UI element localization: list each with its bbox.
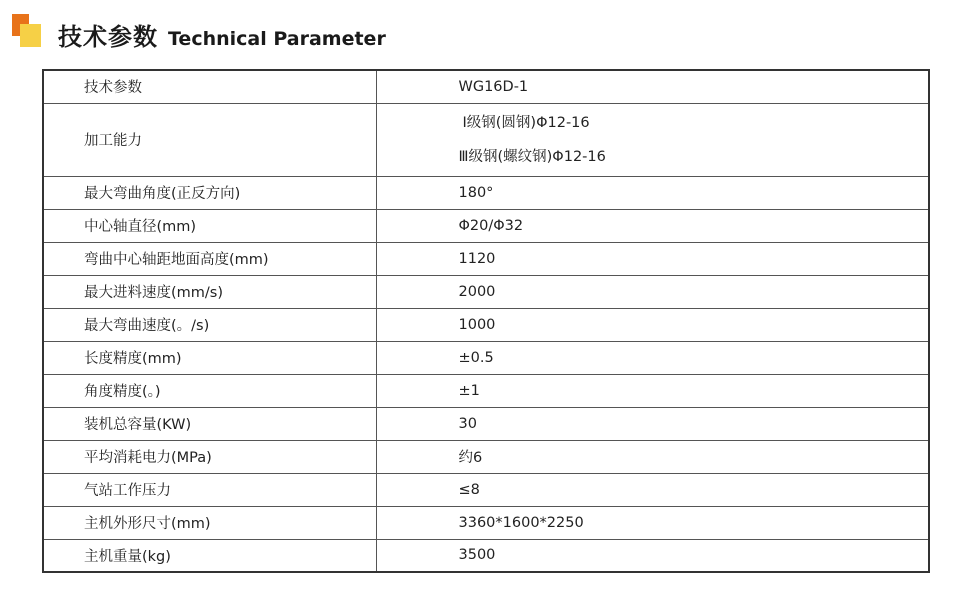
param-value-line: Ⅲ级钢(螺纹钢)Φ12-16 — [458, 148, 606, 165]
section-title-cn: 技术参数 — [58, 23, 158, 51]
param-value: 180° — [376, 176, 929, 209]
param-label: 平均消耗电力(MPa) — [43, 440, 376, 473]
param-value: 1120 — [376, 242, 929, 275]
param-label: 中心轴直径(mm) — [43, 209, 376, 242]
param-label: 加工能力 — [43, 103, 376, 176]
table-row — [43, 209, 929, 242]
section-title-en: Technical Parameter — [168, 28, 386, 50]
param-value: 30 — [376, 407, 929, 440]
table-row — [43, 103, 929, 176]
param-value: 3500 — [376, 539, 929, 572]
param-label: 最大弯曲速度(。/s) — [43, 308, 376, 341]
param-value: 3360*1600*2250 — [376, 506, 929, 539]
param-value-line: Ⅰ级钢(圆钢)Φ12-16 — [462, 114, 590, 131]
table-row — [43, 70, 929, 103]
param-label: 技术参数 — [43, 70, 376, 103]
param-label: 装机总容量(KW) — [43, 407, 376, 440]
param-value — [376, 103, 929, 176]
table-row — [43, 242, 929, 275]
param-value: ±1 — [376, 374, 929, 407]
param-value: 2000 — [376, 275, 929, 308]
param-label: 长度精度(mm) — [43, 341, 376, 374]
param-value: ±0.5 — [376, 341, 929, 374]
param-label: 最大弯曲角度(正反方向) — [43, 176, 376, 209]
table-row — [43, 374, 929, 407]
table-row — [43, 473, 929, 506]
table-row — [43, 539, 929, 572]
table-row — [43, 440, 929, 473]
param-label: 最大进料速度(mm/s) — [43, 275, 376, 308]
table-row — [43, 176, 929, 209]
param-label: 气站工作压力 — [43, 473, 376, 506]
section-title — [58, 17, 386, 49]
param-value: ≤8 — [376, 473, 929, 506]
table-row — [43, 275, 929, 308]
table-row — [43, 506, 929, 539]
param-label: 角度精度(。) — [43, 374, 376, 407]
param-label: 主机重量(kg) — [43, 539, 376, 572]
param-label: 弯曲中心轴距地面高度(mm) — [43, 242, 376, 275]
param-value: 1000 — [376, 308, 929, 341]
param-value: 约6 — [376, 440, 929, 473]
logo-yellow-square — [20, 24, 41, 47]
table-row — [43, 407, 929, 440]
table-row — [43, 341, 929, 374]
param-value: WG16D-1 — [376, 70, 929, 103]
param-label: 主机外形尺寸(mm) — [43, 506, 376, 539]
section-logo-icon — [12, 14, 42, 48]
param-value: Φ20/Φ32 — [376, 209, 929, 242]
table-row — [43, 308, 929, 341]
parameter-table — [42, 69, 930, 573]
